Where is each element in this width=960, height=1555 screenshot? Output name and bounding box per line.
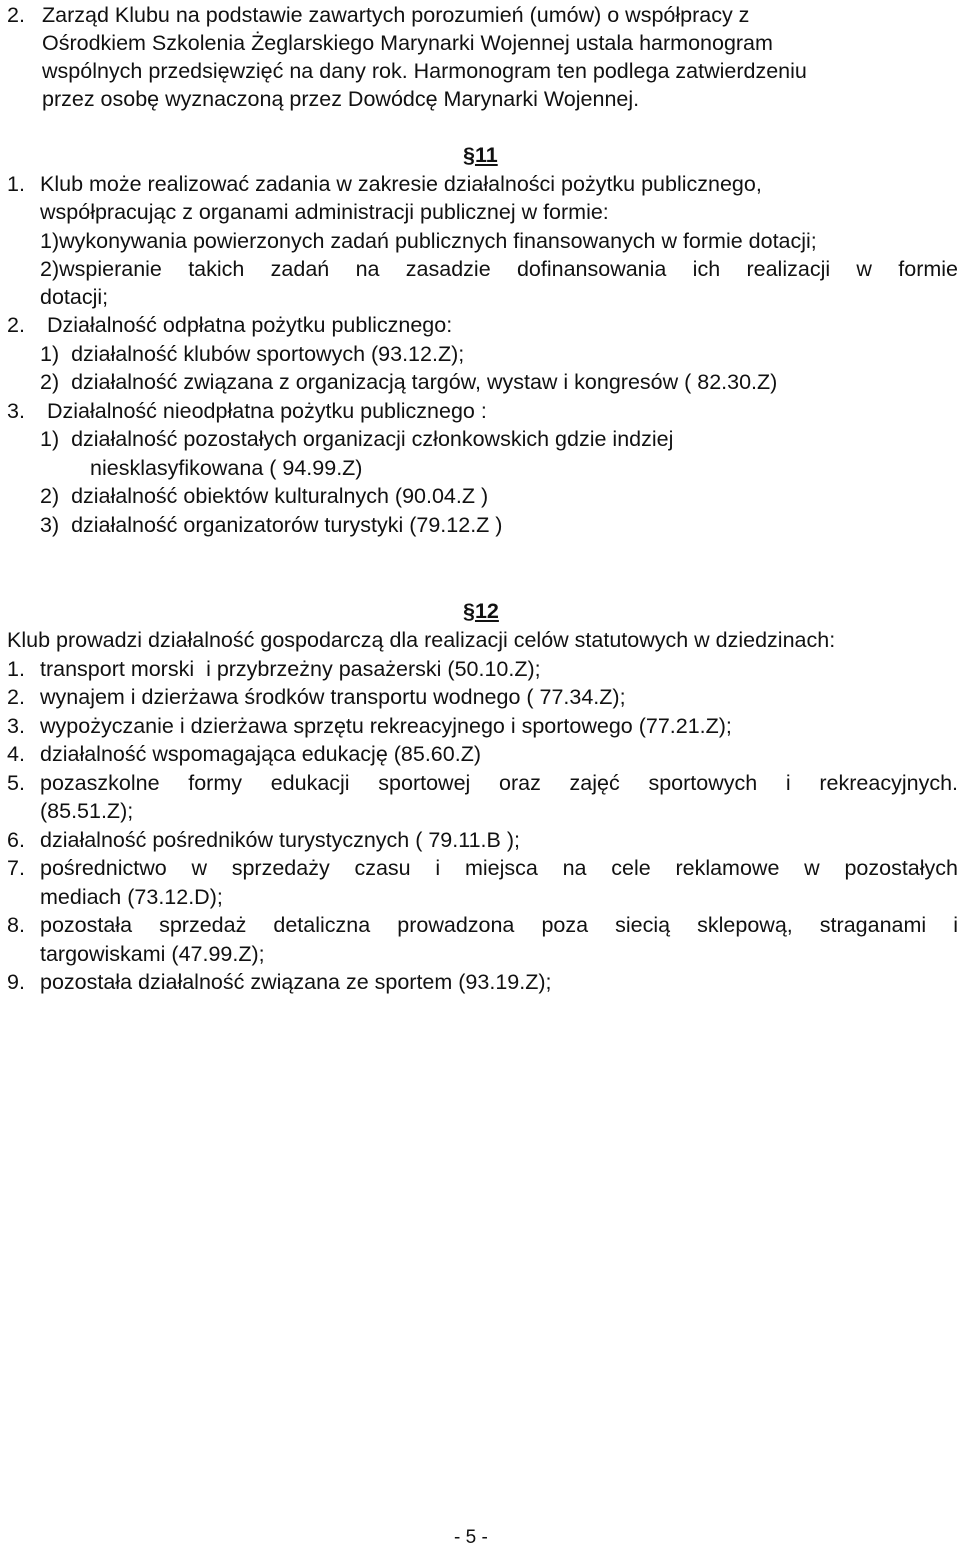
- list-item-number: 9.: [7, 970, 25, 994]
- list-item: wypożyczanie i dzierżawa sprzętu rekreacyjnego i sportowego (77.21.Z);: [40, 714, 732, 738]
- top-item-line: przez osobę wyznaczoną przez Dowódcę Marynarki Wojennej.: [42, 87, 640, 111]
- top-item-number: 2.: [7, 3, 25, 27]
- list-item: pozostała działalność związana ze sportem (93.19.Z);: [40, 970, 552, 994]
- list-item: działalność wspomagająca edukację (85.60.Z): [40, 742, 481, 766]
- paragraph-number: 2.: [7, 313, 25, 337]
- list-item-number: 6.: [7, 828, 25, 852]
- list-item: pośrednictwo w sprzedaży czasu i miejsca na cele reklamowe w pozostałych: [40, 856, 958, 880]
- list-item: 3) działalność organizatorów turystyki (79.12.Z ): [40, 513, 503, 537]
- section-11-heading: [463, 141, 498, 169]
- section-12-heading: [463, 597, 499, 625]
- paragraph-line: Klub może realizować zadania w zakresie działalności pożytku publicznego,: [40, 172, 762, 196]
- list-item-number: 5.: [7, 771, 25, 795]
- list-item-continuation: (85.51.Z);: [40, 799, 134, 823]
- paragraph-line: współpracując z organami administracji publicznej w formie:: [40, 200, 609, 224]
- top-item-line: Ośrodkiem Szkolenia Żeglarskiego Marynarki Wojennej ustala harmonogram: [42, 31, 773, 55]
- list-item: wynajem i dzierżawa środków transportu wodnego ( 77.34.Z);: [40, 685, 626, 709]
- list-item: pozostała sprzedaż detaliczna prowadzona poza siecią sklepową, straganami i: [40, 913, 958, 937]
- paragraph-line: dotacji;: [40, 285, 109, 309]
- page-number: - 5 -: [454, 1527, 488, 1548]
- top-item-line: wspólnych przedsięwzięć na dany rok. Harmonogram ten podlega zatwierdzeniu: [42, 59, 807, 83]
- list-item: 2) działalność związana z organizacją targów, wystaw i kongresów ( 82.30.Z): [40, 370, 778, 394]
- list-item-number: 4.: [7, 742, 25, 766]
- section-number: 11: [474, 143, 498, 167]
- section-symbol: §: [463, 599, 475, 623]
- paragraph-line: 1)wykonywania powierzonych zadań publicznych finansowanych w formie dotacji;: [40, 229, 817, 253]
- section-intro: Klub prowadzi działalność gospodarczą dla realizacji celów statutowych w dziedzinach:: [7, 628, 836, 652]
- list-item-number: 3.: [7, 714, 25, 738]
- list-item: transport morski i przybrzeżny pasażerski (50.10.Z);: [40, 657, 541, 681]
- list-item-number: 8.: [7, 913, 25, 937]
- paragraph-title: Działalność odpłatna pożytku publicznego:: [47, 313, 453, 337]
- section-number: 12: [474, 599, 499, 623]
- list-item: pozaszkolne formy edukacji sportowej oraz zajęć sportowych i rekreacyjnych.: [40, 771, 958, 795]
- list-item: 1) działalność klubów sportowych (93.12.Z);: [40, 342, 465, 366]
- list-item-number: 1.: [7, 657, 25, 681]
- list-item-number: 7.: [7, 856, 25, 880]
- top-item-line: Zarząd Klubu na podstawie zawartych porozumień (umów) o współpracy z: [42, 3, 750, 27]
- paragraph-title: Działalność nieodpłatna pożytku publicznego :: [47, 399, 487, 423]
- list-item: 1) działalność pozostałych organizacji członkowskich gdzie indziej: [40, 427, 674, 451]
- section-symbol: §: [463, 143, 475, 167]
- list-item-continuation: mediach (73.12.D);: [40, 885, 223, 909]
- paragraph-number: 1.: [7, 172, 25, 196]
- list-item: działalność pośredników turystycznych ( 79.11.B );: [40, 828, 520, 852]
- list-item: 2) działalność obiektów kulturalnych (90.04.Z ): [40, 484, 489, 508]
- list-item-continuation: targowiskami (47.99.Z);: [40, 942, 265, 966]
- paragraph-number: 3.: [7, 399, 25, 423]
- list-item-number: 2.: [7, 685, 25, 709]
- list-item-continuation: niesklasyfikowana ( 94.99.Z): [90, 456, 363, 480]
- paragraph-line: 2)wspieranie takich zadań na zasadzie dofinansowania ich realizacji w formie: [40, 257, 958, 281]
